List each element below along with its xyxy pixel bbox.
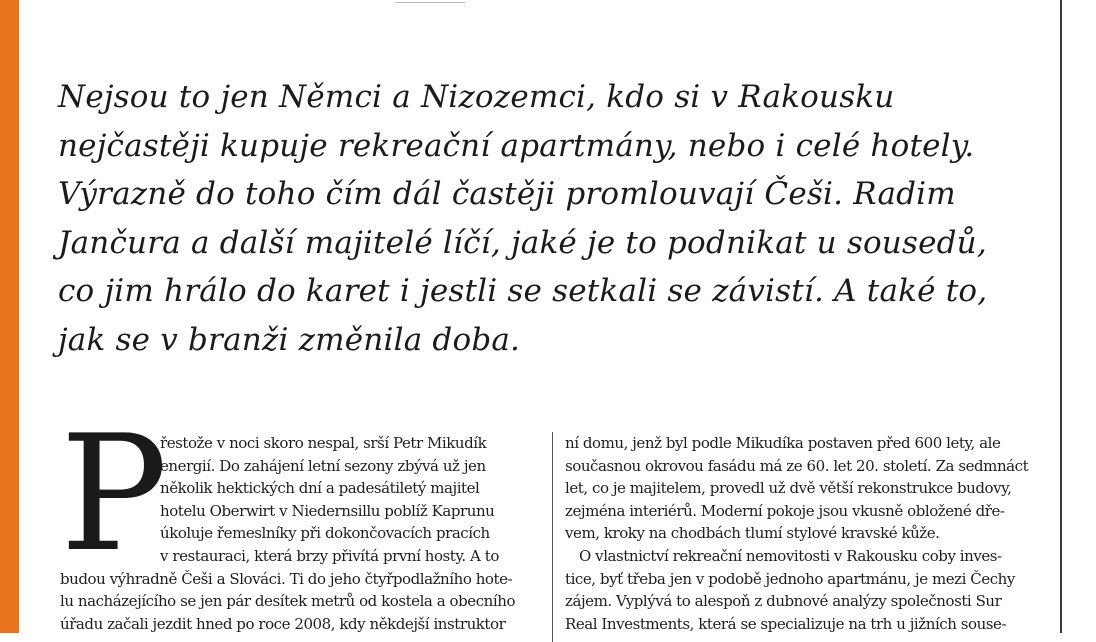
column-divider — [552, 432, 553, 642]
body-line: Real Investments, která se specializuje na trh u jižních souse- — [565, 614, 1007, 633]
body-line: současnou okrovou fasádu má ze 60. let 20. století. Za sedmnáct — [565, 456, 1029, 475]
lead-line: co jim hrálo do karet i jestli se setkali se závistí. A také to, — [58, 273, 988, 309]
lead-line: nejčastěji kupuje rekreační apartmány, nebo i celé hotely. — [58, 127, 975, 164]
body-line: v restauraci, která brzy přivítá první hosty. A to — [160, 546, 499, 565]
body-line: úřadu začali jezdit hned po roce 2008, kdy někdejší instruktor — [60, 614, 506, 633]
body-line: ní domu, jenž byl podle Mikudíka postaven před 600 lety, ale — [565, 434, 1001, 452]
body-line: let, co je majitelem, provedl už dvě větší rekonstrukce budovy, — [565, 479, 1012, 498]
lead-line: jak se v branži změnila doba. — [58, 321, 521, 358]
lead-paragraph — [58, 73, 1058, 364]
drop-cap: P — [60, 400, 168, 587]
orange-accent-bar — [0, 0, 19, 633]
article-column-1 — [60, 400, 540, 635]
lead-line: Jančura a další majitelé líčí, jaké je to podnikat u sousedů, — [58, 224, 987, 261]
body-line: zejména interiérů. Moderní pokoje jsou vkusně obložené dře- — [565, 501, 1005, 520]
lead-line: Výrazně do toho čím dál častěji promlouvají Češi. Radim — [58, 176, 956, 212]
body-line: O vlastnictví rekreační nemovitosti v Rakousku coby inves- — [579, 546, 1002, 565]
article-column-2 — [565, 432, 1045, 635]
lead-line: Nejsou to jen Němci a Nizozemci, kdo si v Rakousku — [58, 79, 895, 115]
body-line: tice, byť třeba jen v podobě jednoho apartmánu, je mezi Čechy — [565, 569, 1015, 588]
body-line: energií. Do zahájení letní sezony zbývá už jen — [160, 456, 486, 475]
body-line: úkoluje řemeslníky při dokončovacích pracích — [160, 524, 490, 543]
cropped-top-element — [395, 0, 465, 3]
body-line: řestože v noci skoro nespal, srší Petr Mikudík — [160, 434, 487, 452]
body-line: hotelu Oberwirt v Niedernsillu poblíž Kaprunu — [160, 501, 495, 520]
body-line: lu nacházejícího se jen pár desítek metrů od kostela a obecního — [60, 592, 516, 611]
page-edge-rule — [1060, 0, 1062, 633]
body-line: několik hektických dní a padesátiletý majitel — [160, 479, 480, 498]
body-line: zájem. Vyplývá to alespoň z dubnové analýzy společnosti Sur — [565, 592, 1002, 611]
body-line: vem, kroky na chodbách tlumí stylové kravské kůže. — [565, 524, 940, 543]
body-line: budou výhradně Češi a Slováci. Ti do jeho čtyřpodlažního hote- — [60, 569, 513, 588]
